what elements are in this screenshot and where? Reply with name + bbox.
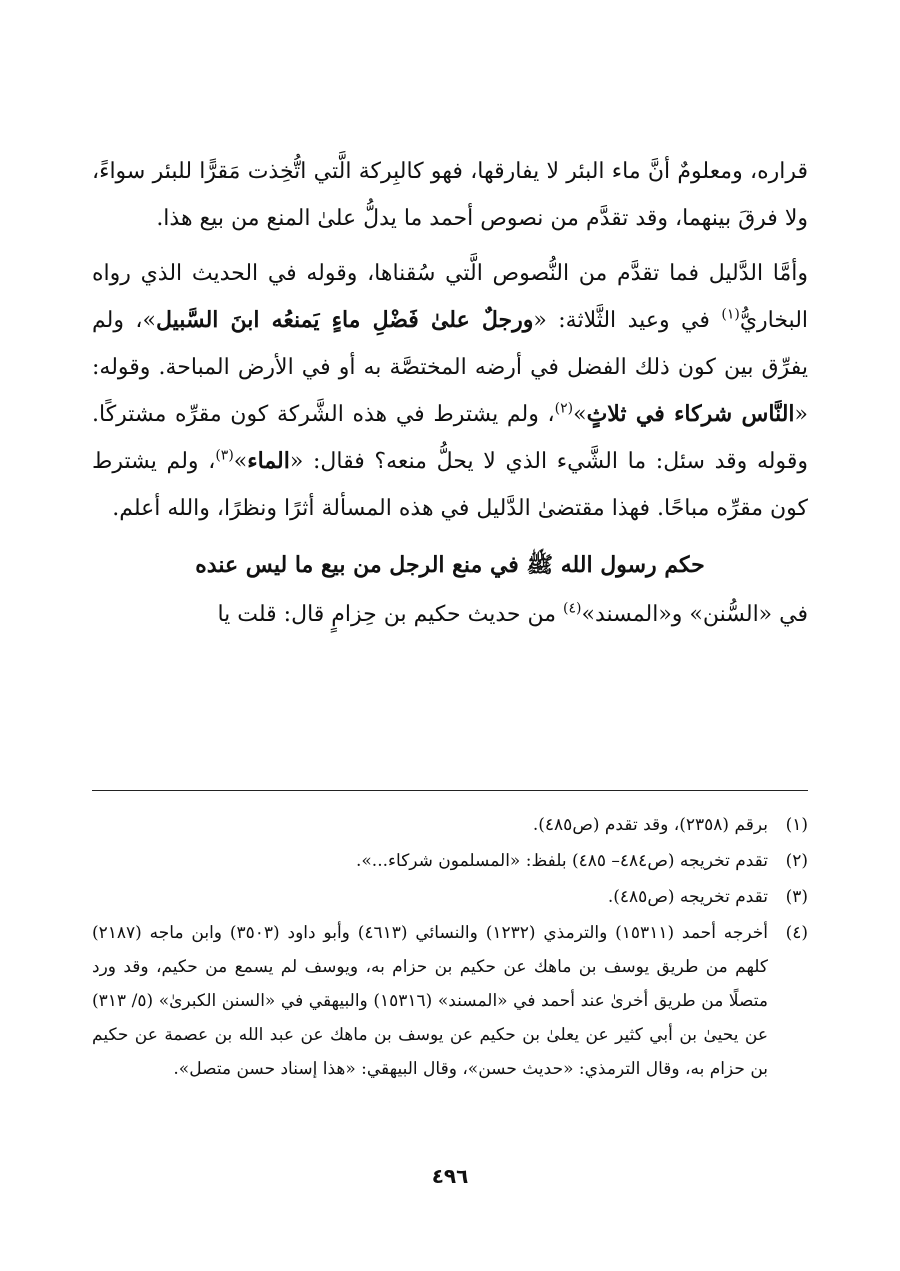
footnote-text: تقدم تخريجه (ص٤٨٤– ٤٨٥) بلفظ: «المسلمون شركاء...». — [356, 851, 768, 871]
footnote-number: (٣) — [785, 887, 808, 907]
footnote-item — [92, 844, 808, 878]
paragraph-2-text-a: وأمَّا الدَّليل فما تقدَّم من النُّصوص الَّتي سُقناها، وقوله في الحديث الذي رواه البخاريُّ — [92, 261, 809, 333]
paragraph-3-text-b: من حديث حكيم بن حِزامٍ قال: قلت يا — [217, 602, 564, 627]
hadith-quote-2: النَّاس شركاء في ثلاثٍ — [586, 401, 795, 427]
page-number: ٤٩٦ — [431, 1164, 469, 1188]
footnote-text: تقدم تخريجه (ص٤٨٥). — [607, 887, 768, 907]
paragraph-3 — [92, 591, 808, 638]
paragraph-2-text-c: »، ولم يفرِّق بين كون ذلك الفضل في أرضه المختصَّة به أو في الأرض المباحة. وقوله: « — [92, 308, 808, 427]
footnote-separator — [92, 790, 808, 791]
footnote-number: (٢) — [785, 851, 808, 871]
paragraph-2-text-d: » — [573, 402, 587, 427]
hadith-quote-3: الماء — [247, 448, 290, 474]
main-text — [92, 148, 808, 638]
footnote-number: (١) — [785, 815, 808, 835]
paragraph-2-text-e: ، ولم يشترط في هذه الشَّركة كون مقرِّه مشتركًا. وقوله وقد سئل: ما الشَّيء الذي لا يحلُّ منعه؟ فقال: « — [92, 402, 808, 474]
paragraph-2-text-b: في وعيد الثَّلاثة: « — [533, 308, 722, 333]
footnote-ref-3[interactable]: (٣) — [215, 447, 234, 464]
footnote-number: (٤) — [785, 923, 808, 943]
footnote-item — [92, 880, 808, 914]
paragraph-3-text-a: في «السُّنن» و«المسند» — [581, 602, 808, 627]
footnote-ref-2[interactable]: (٢) — [554, 400, 574, 417]
section-heading: حكم رسول الله ﷺ في منع الرجل من بيع ما ليس عنده — [195, 552, 705, 578]
footnote-item — [92, 808, 808, 842]
footnote-item — [92, 916, 808, 1086]
hadith-quote-1: ورجلٌ علىٰ فَضْلِ ماءٍ يَمنعُه ابنَ السَّبيل — [156, 307, 534, 333]
footnote-ref-4[interactable]: (٤) — [563, 600, 582, 617]
paragraph-2-text-g: ، ولم يشترط كون مقرِّه مباحًا. فهذا مقتضىٰ الدَّليل في هذه المسألة أثرًا ونظرًا، والله أعلم. — [92, 449, 808, 521]
paragraph-2 — [92, 250, 808, 532]
paragraph-1 — [92, 148, 808, 242]
footnotes — [92, 808, 808, 1088]
footnote-text: برقم (٢٣٥٨)، وقد تقدم (ص٤٨٥). — [532, 815, 768, 835]
paragraph-1-text: قراره، ومعلومٌ أنَّ ماء البئر لا يفارقها، فهو كالبِركة الَّتي اتُّخِذت مَقرًّا للبئر سواءً، ولا فرقَ بينهما، وقد تقدَّم من نصوص أحمد ما يدلُّ علىٰ المنع من بيع هذا. — [92, 159, 808, 231]
footnote-text: أخرجه أحمد (١٥٣١١) والترمذي (١٢٣٢) والنسائي (٤٦١٣) وأبو داود (٣٥٠٣) وابن ماجه (٢١٨٧) كلهم من طريق يوسف بن ماهك عن حكيم بن حزام به، ويوسف لم يسمع من حكيم، وقد ورد متصلًا من طريق أخرىٰ عند أحمد في «المسند» (١٥٣١٦) والبيهقي في «السنن الكبرىٰ» (٥/ ٣١٣) عن يحيىٰ بن أبي كثير عن يعلىٰ بن حكيم عن يوسف بن ماهك عن عبد الله بن عصمة عن حكيم بن حزام به، وقال الترمذي: «حديث حسن»، وقال البيهقي: «هذا إسناد حسن متصل». — [92, 923, 768, 1079]
paragraph-2-text-f: » — [233, 449, 248, 474]
footnote-ref-1[interactable]: (١) — [721, 306, 740, 323]
